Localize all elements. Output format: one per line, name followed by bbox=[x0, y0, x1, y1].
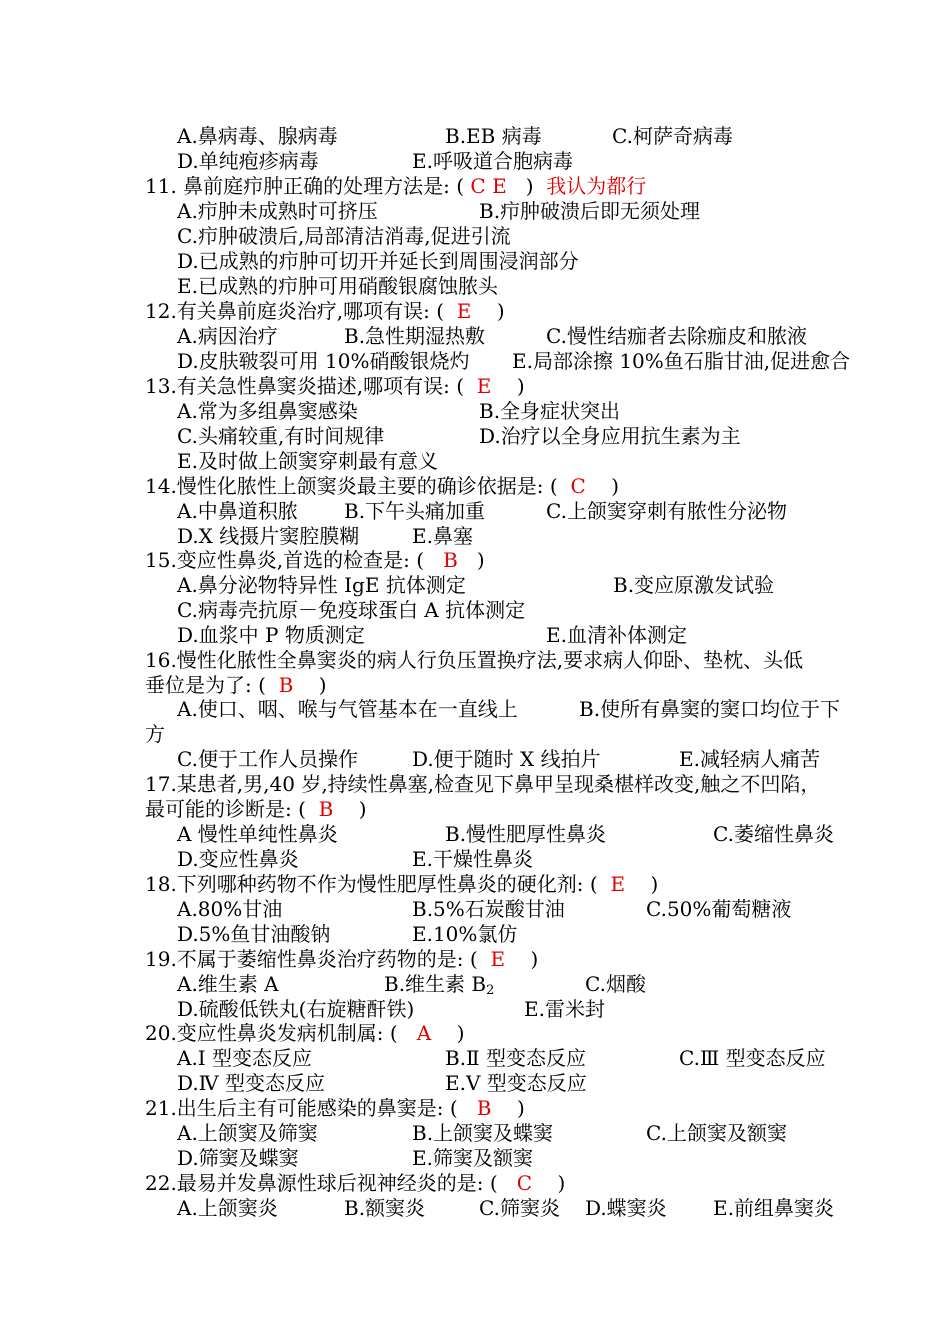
q18-option-c: C.50%葡萄糖液 bbox=[646, 897, 792, 921]
q22-stem bbox=[145, 1171, 565, 1195]
q19-option-b bbox=[384, 972, 494, 996]
q22-option-a: A.上颌窦炎 bbox=[177, 1196, 278, 1220]
q17-stem-line2 bbox=[145, 797, 367, 821]
q22-option-d: D.蝶窦炎 bbox=[585, 1196, 667, 1220]
q21-option-d: D.筛窦及蝶窦 bbox=[177, 1146, 299, 1170]
q14-option-e: E.鼻塞 bbox=[412, 524, 473, 548]
q18-stem bbox=[145, 872, 658, 896]
q10-option-b: B.EB 病毒 bbox=[445, 124, 542, 148]
q15-option-a: A.鼻分泌物特异性 IgE 抗体测定 bbox=[177, 573, 466, 597]
q12-option-c: C.慢性结痂者去除痂皮和脓液 bbox=[546, 324, 807, 348]
q11-note: 我认为都行 bbox=[546, 174, 647, 198]
q14-stem bbox=[145, 474, 619, 498]
q19-close: ) bbox=[530, 947, 539, 971]
q13-stem bbox=[145, 374, 525, 398]
q10-option-a: A.鼻病毒、腺病毒 bbox=[177, 124, 338, 148]
q12-option-d: D.皮肤皲裂可用 10%硝酸银烧灼 bbox=[177, 349, 470, 373]
q13-option-e: E.及时做上颌窦穿刺最有意义 bbox=[177, 449, 438, 473]
q11-stem-text: 11. 鼻前庭疖肿正确的处理方法是: ( bbox=[145, 174, 465, 198]
q20-option-d: D.Ⅳ 型变态反应 bbox=[177, 1071, 326, 1095]
q16-stem-line2 bbox=[145, 673, 327, 697]
q19-option-a: A.维生素 A bbox=[177, 972, 279, 996]
q12-option-b: B.急性期湿热敷 bbox=[344, 324, 486, 348]
q21-option-e: E.筛窦及额窦 bbox=[412, 1146, 533, 1170]
q17-answer: B bbox=[318, 797, 334, 821]
q22-answer: C bbox=[516, 1171, 533, 1195]
q11-option-c: C.疖肿破溃后,局部清洁消毒,促进引流 bbox=[177, 224, 511, 248]
q20-option-c: C.Ⅲ 型变态反应 bbox=[679, 1046, 826, 1070]
q14-option-c: C.上颌窦穿刺有脓性分泌物 bbox=[546, 499, 787, 523]
q14-option-a: A.中鼻道积脓 bbox=[177, 499, 298, 523]
q15-option-e: E.血清补体测定 bbox=[546, 623, 687, 647]
q16-option-b-wrap: 方 bbox=[145, 722, 165, 746]
q20-option-e: E.Ⅴ 型变态反应 bbox=[445, 1071, 587, 1095]
q17-option-a: A 慢性单纯性鼻炎 bbox=[177, 822, 338, 846]
q14-answer: C bbox=[570, 474, 586, 498]
q22-option-b: B.额窦炎 bbox=[344, 1196, 426, 1220]
q11-answer: C E bbox=[470, 174, 507, 198]
q21-stem-text: 21.出生后主有可能感染的鼻窦是: ( bbox=[145, 1096, 458, 1120]
q14-stem-text: 14.慢性化脓性上颌窦炎最主要的确诊依据是: ( bbox=[145, 474, 558, 498]
q16-stem-text: 垂位是为了: ( bbox=[145, 673, 266, 697]
q16-option-b: B.使所有鼻窦的窦口均位于下 bbox=[579, 697, 841, 721]
q15-stem bbox=[145, 548, 485, 572]
q15-close: ) bbox=[476, 548, 485, 572]
q15-option-c: C.病毒壳抗原－免疫球蛋白 A 抗体测定 bbox=[177, 598, 526, 622]
q10-option-e: E.呼吸道合胞病毒 bbox=[412, 149, 573, 173]
q21-option-c: C.上颌窦及额窦 bbox=[646, 1121, 787, 1145]
q10-option-c: C.柯萨奇病毒 bbox=[612, 124, 733, 148]
q15-option-d: D.血浆中 P 物质测定 bbox=[177, 623, 365, 647]
q21-close: ) bbox=[516, 1096, 525, 1120]
q16-option-d: D.便于随时 X 线拍片 bbox=[412, 747, 601, 771]
q21-stem bbox=[145, 1096, 525, 1120]
q18-option-d: D.5%鱼甘油酸钠 bbox=[177, 922, 331, 946]
q13-option-d: D.治疗以全身应用抗生素为主 bbox=[479, 424, 741, 448]
q17-option-c: C.萎缩性鼻炎 bbox=[713, 822, 834, 846]
q17-option-b: B.慢性肥厚性鼻炎 bbox=[445, 822, 607, 846]
q21-option-a: A.上颌窦及筛窦 bbox=[177, 1121, 318, 1145]
q13-option-a: A.常为多组鼻窦感染 bbox=[177, 399, 358, 423]
q15-stem-text: 15.变应性鼻炎,首选的检查是: ( bbox=[145, 548, 425, 572]
q12-answer: E bbox=[456, 299, 472, 323]
q15-answer: B bbox=[443, 548, 458, 572]
q22-option-c: C.筛窦炎 bbox=[479, 1196, 560, 1220]
q19-option-e: E.雷米封 bbox=[524, 997, 605, 1021]
q16-close: ) bbox=[318, 673, 327, 697]
q19-option-b-text: B.维生素 B bbox=[384, 972, 487, 996]
q11-option-e: E.已成熟的疖肿可用硝酸银腐蚀脓头 bbox=[177, 274, 498, 298]
q19-option-c: C.烟酸 bbox=[585, 972, 646, 996]
q10-option-d: D.单纯疱疹病毒 bbox=[177, 149, 319, 173]
q19-answer: E bbox=[490, 947, 506, 971]
q22-option-e: E.前组鼻窦炎 bbox=[713, 1196, 834, 1220]
q14-close: ) bbox=[611, 474, 619, 498]
q12-close: ) bbox=[496, 299, 505, 323]
q20-option-a: A.Ⅰ 型变态反应 bbox=[177, 1046, 313, 1070]
q16-option-a: A.使口、咽、喉与气管基本在一直线上 bbox=[177, 697, 518, 721]
q19-stem bbox=[145, 947, 538, 971]
q12-option-e: E.局部涂擦 10%鱼石脂甘油,促进愈合 bbox=[512, 349, 851, 373]
q13-stem-text: 13.有关急性鼻窦炎描述,哪项有误: ( bbox=[145, 374, 465, 398]
q16-option-e: E.减轻病人痛苦 bbox=[679, 747, 820, 771]
q18-stem-text: 18.下列哪种药物不作为慢性肥厚性鼻炎的硬化剂: ( bbox=[145, 872, 598, 896]
q11-option-b: B.疖肿破溃后即无须处理 bbox=[479, 199, 701, 223]
q13-option-b: B.全身症状突出 bbox=[479, 399, 621, 423]
q18-option-b: B.5%石炭酸甘油 bbox=[412, 897, 565, 921]
q12-stem bbox=[145, 299, 505, 323]
q16-stem-line1: 16.慢性化脓性全鼻窦炎的病人行负压置换疗法,要求病人仰卧、垫枕、头低 bbox=[145, 648, 804, 672]
q15-option-b: B.变应原激发试验 bbox=[613, 573, 775, 597]
q11-option-d: D.已成熟的疖肿可切开并延长到周围浸润部分 bbox=[177, 249, 579, 273]
q18-answer: E bbox=[610, 872, 626, 896]
q20-stem bbox=[145, 1021, 465, 1045]
q17-close: ) bbox=[358, 797, 367, 821]
q20-option-b: B.Ⅱ 型变态反应 bbox=[445, 1046, 587, 1070]
q14-option-d: D.X 线摄片窦腔膜糊 bbox=[177, 524, 360, 548]
q17-option-e: E.干燥性鼻炎 bbox=[412, 847, 533, 871]
q17-stem-text: 最可能的诊断是: ( bbox=[145, 797, 306, 821]
q12-stem-text: 12.有关鼻前庭炎治疗,哪项有误: ( bbox=[145, 299, 445, 323]
q12-option-a: A.病因治疗 bbox=[177, 324, 278, 348]
q22-stem-text: 22.最易并发鼻源性球后视神经炎的是: ( bbox=[145, 1171, 498, 1195]
q19-option-d: D.硫酸低铁丸(右旋糖酐铁) bbox=[177, 997, 415, 1021]
q16-answer: B bbox=[278, 673, 294, 697]
q18-option-e: E.10%氯仿 bbox=[412, 922, 518, 946]
q14-option-b: B.下午头痛加重 bbox=[344, 499, 486, 523]
q13-close: ) bbox=[516, 374, 525, 398]
q13-answer: E bbox=[476, 374, 492, 398]
q21-option-b: B.上颌窦及蝶窦 bbox=[412, 1121, 554, 1145]
q19-option-b-subscript: 2 bbox=[486, 983, 495, 998]
q18-close: ) bbox=[650, 872, 659, 896]
q20-close: ) bbox=[456, 1021, 465, 1045]
q20-stem-text: 20.变应性鼻炎发病机制属: ( bbox=[145, 1021, 398, 1045]
q11-option-a: A.疖肿未成熟时可挤压 bbox=[177, 199, 378, 223]
q16-option-c: C.便于工作人员操作 bbox=[177, 747, 358, 771]
q21-answer: B bbox=[476, 1096, 492, 1120]
q17-option-d: D.变应性鼻炎 bbox=[177, 847, 299, 871]
q17-stem-line1: 17.某患者,男,40 岁,持续性鼻塞,检查见下鼻甲呈现桑椹样改变,触之不凹陷， bbox=[145, 772, 821, 796]
q18-option-a: A.80%甘油 bbox=[177, 897, 283, 921]
q19-stem-text: 19.不属于萎缩性鼻炎治疗药物的是: ( bbox=[145, 947, 478, 971]
q22-close: ) bbox=[557, 1171, 566, 1195]
q20-answer: A bbox=[416, 1021, 432, 1045]
q13-option-c: C.头痛较重,有时间规律 bbox=[177, 424, 385, 448]
q11-close: ) bbox=[525, 174, 534, 198]
q11-stem bbox=[145, 174, 646, 198]
